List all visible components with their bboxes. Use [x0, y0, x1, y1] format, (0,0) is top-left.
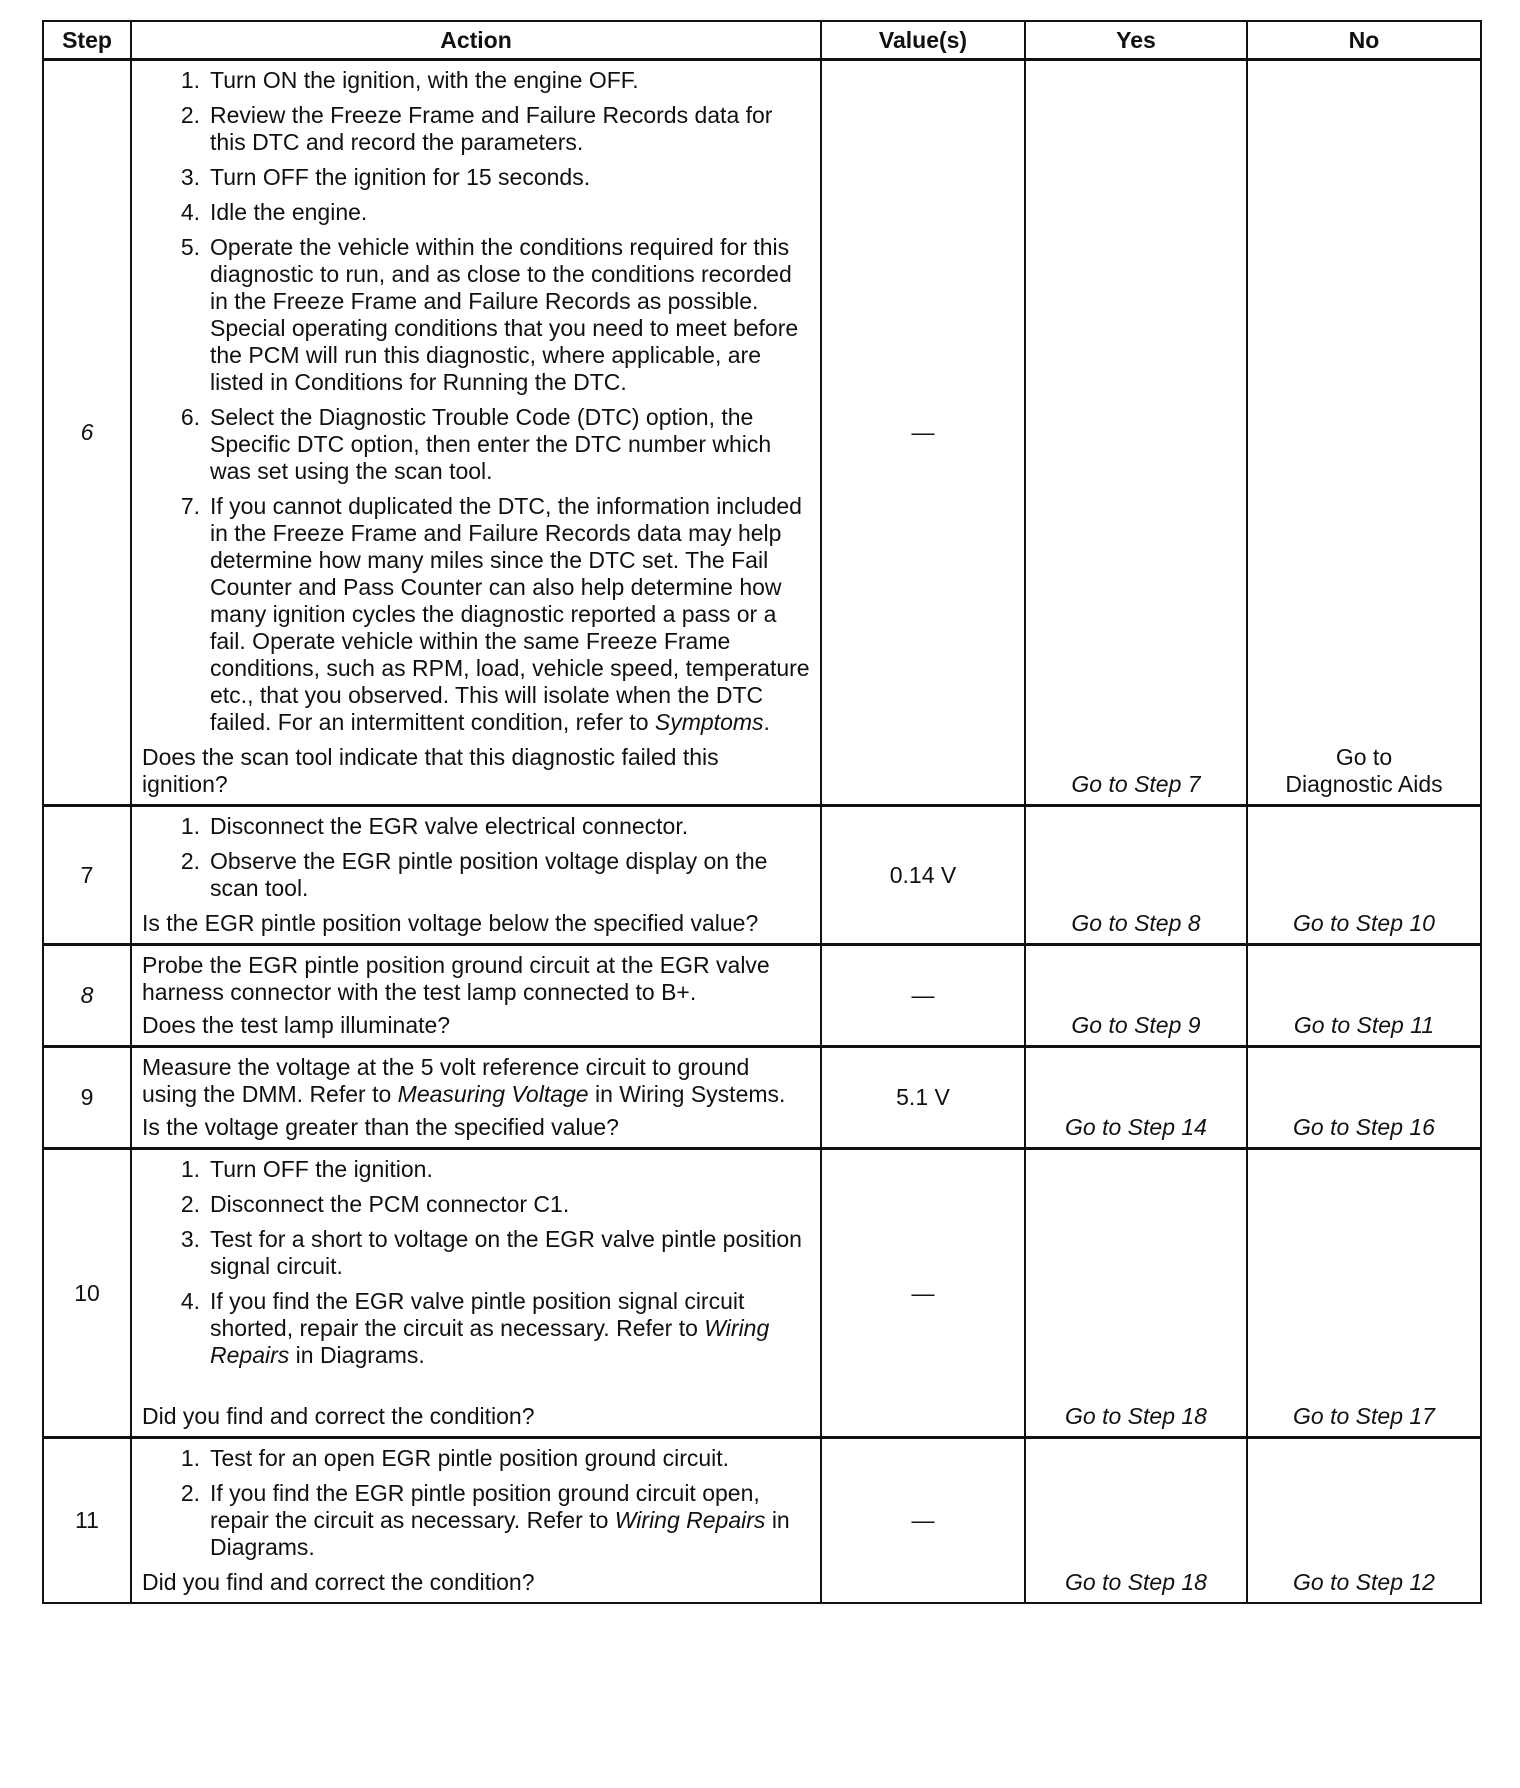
action-paragraph: Probe the EGR pintle position ground circuit at the EGR valve harness connector with the test lamp connected to B+.	[142, 952, 770, 1005]
item-end: in Diagrams.	[210, 1507, 790, 1560]
item-number: 2.	[180, 102, 200, 128]
item-end: in Diagrams.	[295, 1342, 425, 1368]
list-item	[142, 1191, 810, 1218]
step-number: 6	[43, 60, 131, 806]
no-line-1: Go to	[1335, 744, 1393, 770]
item-number: 2.	[180, 1191, 200, 1217]
list-item	[142, 1288, 810, 1369]
paragraph-end: in Wiring Systems.	[594, 1081, 786, 1107]
list-item	[142, 1226, 810, 1280]
item-number: 6.	[180, 404, 200, 430]
step-number: 7	[43, 806, 131, 945]
item-text	[210, 1480, 810, 1561]
item-text	[210, 1288, 810, 1369]
item-text: Turn ON the ignition, with the engine OFF.	[210, 67, 639, 93]
question-text: Is the EGR pintle position voltage below the specified value?	[142, 910, 759, 936]
step-number: 11	[43, 1438, 131, 1604]
item-text: Turn OFF the ignition.	[210, 1156, 433, 1182]
item-number: 2.	[180, 848, 200, 874]
action-list	[142, 1156, 810, 1369]
action-list	[142, 1445, 810, 1561]
no-cell: Go to Step 11	[1247, 945, 1481, 1047]
item-text: Turn OFF the ignition for 15 seconds.	[210, 164, 591, 190]
wiring-repairs-reference: Wiring Repairs	[210, 1315, 770, 1368]
item-number: 5.	[180, 234, 200, 260]
list-item	[142, 493, 810, 736]
table-row-step-6	[43, 60, 1481, 806]
header-values: Value(s)	[821, 21, 1025, 60]
item-number: 4.	[180, 199, 200, 225]
header-row	[43, 21, 1481, 60]
list-item	[142, 199, 810, 226]
list-item	[142, 404, 810, 485]
measuring-voltage-reference: Measuring Voltage	[397, 1081, 589, 1107]
action-cell	[131, 1149, 821, 1438]
list-item	[142, 1480, 810, 1561]
item-body: If you find the EGR pintle position ground circuit open, repair the circuit as necessary. Refer to	[210, 1480, 760, 1533]
list-item	[142, 1445, 810, 1472]
list-item	[142, 164, 810, 191]
question-text: Did you find and correct the condition?	[142, 1569, 535, 1595]
step-number: 8	[43, 945, 131, 1047]
list-item	[142, 67, 810, 94]
item-text: Disconnect the EGR valve electrical connector.	[210, 813, 689, 839]
item-text: Select the Diagnostic Trouble Code (DTC) option, the Specific DTC option, then enter the DTC number which was set using the scan tool.	[210, 404, 772, 484]
item-number: 1.	[180, 813, 200, 839]
action-list	[142, 813, 810, 902]
value-cell: —	[821, 1149, 1025, 1438]
item-number: 4.	[180, 1288, 200, 1314]
value-cell: 5.1 V	[821, 1047, 1025, 1149]
item-text: Idle the engine.	[210, 199, 368, 225]
value-cell: —	[821, 945, 1025, 1047]
step-number: 10	[43, 1149, 131, 1438]
item-text: Observe the EGR pintle position voltage display on the scan tool.	[210, 848, 768, 901]
item-number: 3.	[180, 164, 200, 190]
item-end: .	[763, 709, 770, 735]
table-row-step-7	[43, 806, 1481, 945]
list-item	[142, 1156, 810, 1183]
action-cell	[131, 1047, 821, 1149]
header-action: Action	[131, 21, 821, 60]
action-cell	[131, 806, 821, 945]
question-text: Does the scan tool indicate that this diagnostic failed this ignition?	[142, 744, 719, 797]
value-cell: —	[821, 60, 1025, 806]
item-number: 1.	[180, 1445, 200, 1471]
item-text: Test for a short to voltage on the EGR valve pintle position signal circuit.	[210, 1226, 802, 1279]
list-item	[142, 813, 810, 840]
no-cell: Go to Step 10	[1247, 806, 1481, 945]
yes-cell: Go to Step 14	[1025, 1047, 1247, 1149]
action-cell	[131, 60, 821, 806]
table-row-step-8	[43, 945, 1481, 1047]
question-text: Did you find and correct the condition?	[142, 1403, 535, 1429]
table-row-step-9	[43, 1047, 1481, 1149]
item-text: Test for an open EGR pintle position ground circuit.	[210, 1445, 730, 1471]
wiring-repairs-reference: Wiring Repairs	[614, 1507, 766, 1533]
yes-cell: Go to Step 18	[1025, 1438, 1247, 1604]
yes-cell: Go to Step 9	[1025, 945, 1247, 1047]
item-number: 3.	[180, 1226, 200, 1252]
no-cell: Go to Step 16	[1247, 1047, 1481, 1149]
header-yes: Yes	[1025, 21, 1247, 60]
paragraph-body: Measure the voltage at the 5 volt reference circuit to ground using the DMM. Refer to	[142, 1054, 750, 1107]
item-text: Disconnect the PCM connector C1.	[210, 1191, 570, 1217]
table-row-step-10	[43, 1149, 1481, 1438]
header-step: Step	[43, 21, 131, 60]
list-item	[142, 234, 810, 396]
item-body: If you find the EGR valve pintle position signal circuit shorted, repair the circuit as necessary. Refer to	[210, 1288, 745, 1341]
item-number: 7.	[180, 493, 200, 519]
list-item	[142, 102, 810, 156]
item-number: 2.	[180, 1480, 200, 1506]
header-no: No	[1247, 21, 1481, 60]
item-number: 1.	[180, 67, 200, 93]
item-number: 1.	[180, 1156, 200, 1182]
step-number: 9	[43, 1047, 131, 1149]
value-cell: 0.14 V	[821, 806, 1025, 945]
value-cell: —	[821, 1438, 1025, 1604]
table-row-step-11	[43, 1438, 1481, 1604]
action-cell	[131, 1438, 821, 1604]
action-list	[142, 67, 810, 736]
question-text: Does the test lamp illuminate?	[142, 1012, 451, 1038]
item-text	[210, 493, 810, 736]
yes-cell: Go to Step 8	[1025, 806, 1247, 945]
action-cell	[131, 945, 821, 1047]
no-cell: Go to Step 12	[1247, 1438, 1481, 1604]
list-item	[142, 848, 810, 902]
diagnostic-table	[42, 20, 1482, 1604]
no-cell	[1247, 60, 1481, 806]
action-paragraph	[142, 1054, 810, 1108]
question-text: Is the voltage greater than the specified value?	[142, 1114, 619, 1140]
item-text: Operate the vehicle within the conditions required for this diagnostic to run, and as close to the conditions recorded in the Freeze Frame and Failure Records as possible. Special operating conditions that you need to meet before the PCM will run this diagnostic, where applicable, are listed in Conditions for Running the DTC.	[210, 234, 799, 395]
item-body: If you cannot duplicated the DTC, the information included in the Freeze Frame and Failure Records data may help determine how many miles since the DTC set. The Fail Counter and Pass Counter can also help determine how many ignition cycles the diagnostic reported a pass or a fail. Operate vehicle within the same Freeze Frame conditions, such as RPM, load, vehicle speed, temperature etc., that you observed. This will isolate when the DTC failed. For an intermittent condition, refer to	[210, 493, 810, 735]
yes-cell: Go to Step 18	[1025, 1149, 1247, 1438]
item-text: Review the Freeze Frame and Failure Records data for this DTC and record the parameters.	[210, 102, 773, 155]
symptoms-reference: Symptoms	[654, 709, 764, 735]
no-cell: Go to Step 17	[1247, 1149, 1481, 1438]
yes-cell: Go to Step 7	[1025, 60, 1247, 806]
no-line-2: Diagnostic Aids	[1285, 771, 1443, 797]
